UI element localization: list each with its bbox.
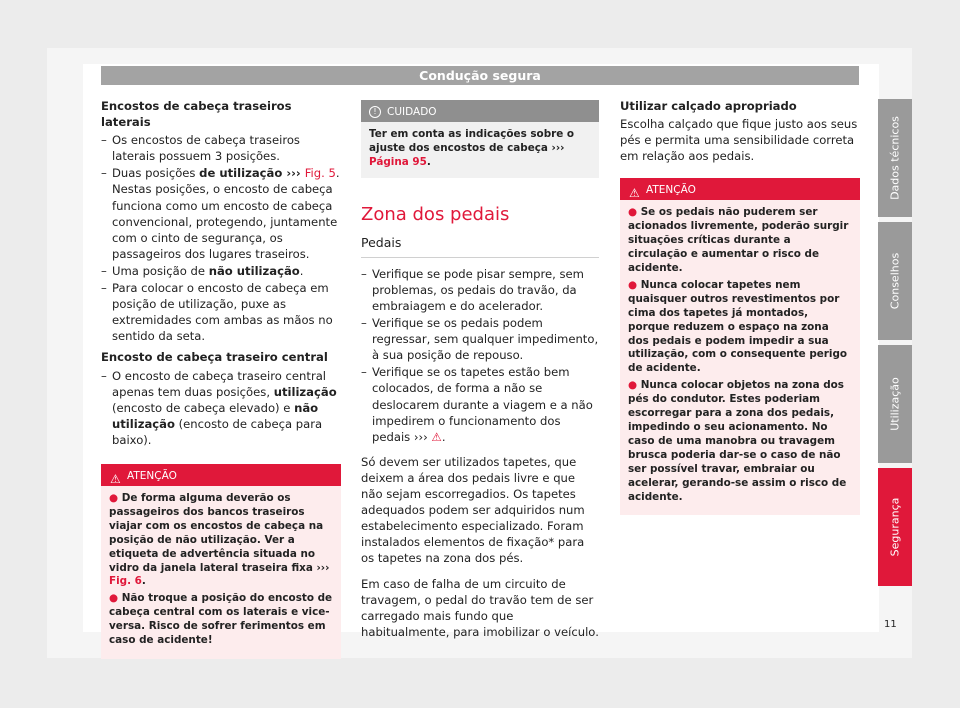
tab-conselhos[interactable]: Conselhos xyxy=(878,222,912,340)
page-header: Condução segura xyxy=(101,66,859,85)
figure-link[interactable]: Fig. 5 xyxy=(304,166,336,181)
warning-box xyxy=(620,178,860,515)
warning-item: ● Nunca colocar objetos na zona dos pés do condutor. Estes poderiam escorregar para a zona dos pedais, impedindo o seu acionamento. No caso de uma manobra ou travagem brusca poderia dar-se o caso de não ser possível travar, embraiar ou acelerar, gerando-se assim o risco de acidente. xyxy=(628,379,847,503)
bullet-icon: ● xyxy=(109,592,122,605)
section-heading: Encosto de cabeça traseiro central xyxy=(101,350,328,365)
list-item: – Uma posição de não utilização. xyxy=(101,263,341,279)
warning-item: ● Se os pedais não puderem ser acionados livremente, poderão surgir situações críticas durante a circulação e aumentar o risco de acidente. xyxy=(628,206,849,274)
warning-header: ⚠ ATENÇÃO xyxy=(101,466,341,486)
section-heading: Encostos de cabeça traseiros laterais xyxy=(101,99,292,130)
warning-item: ● Nunca colocar tapetes nem quaisquer outros revestimentos por cima dos tapetes já montados, porque reduzem o espaço na zona dos pedais e podem impedir a sua utilização, com o consequente perigo de acidente. xyxy=(628,278,848,375)
caution-body: Ter em conta as indicações sobre o ajuste dos encostos de cabeça ››› Página 95. xyxy=(369,128,575,168)
figure-link[interactable]: Fig. 6 xyxy=(109,575,142,588)
list-item: – Os encostos de cabeça traseiros laterais possuem 3 posições. xyxy=(101,132,341,164)
caution-header: ! CUIDADO xyxy=(361,102,599,122)
page-link[interactable]: Página 95 xyxy=(369,155,427,168)
warning-triangle-icon: ⚠ xyxy=(629,186,640,201)
pedal-list xyxy=(361,266,599,445)
info-circle-icon: ! xyxy=(369,106,381,118)
paragraph: Só devem ser utilizados tapetes, que deixem a área dos pedais livre e que não sejam escorregadios. Os tapetes adequados podem ser adquiridos num estabelecimento especializado. Foram instalados elementos de fixação* para os tapetes na zona dos pés. xyxy=(361,454,585,566)
section-title: Zona dos pedais xyxy=(361,203,510,225)
warning-triangle-icon: ⚠ xyxy=(110,471,121,486)
warning-body xyxy=(101,486,341,659)
column-1 xyxy=(101,98,341,659)
bullet-icon: ● xyxy=(628,379,641,392)
tab-dados-tecnicos[interactable]: Dados técnicos xyxy=(878,99,912,217)
warning-triangle-icon[interactable]: ⚠ xyxy=(431,429,442,444)
page-number: 11 xyxy=(884,619,897,630)
warning-item: ● De forma alguma deverão os passageiros dos bancos traseiros viajar com os encostos de cabeça na posição de não utilização. Ver a etiqueta de advertência situada no vidro da janela lateral traseira fixa ››› Fig. 6. xyxy=(109,491,330,588)
tab-utilizacao[interactable]: Utilização xyxy=(878,345,912,463)
caution-box xyxy=(361,100,599,178)
warning-body xyxy=(620,200,860,515)
warning-header: ⚠ ATENÇÃO xyxy=(620,180,860,200)
warning-item: ● Não troque a posição do encosto de cabeça central com os laterais e vice-versa. Risco de sofrer ferimentos em caso de acidente! xyxy=(109,592,333,647)
list-item: – Duas posições de utilização ››› Fig. 5. Nestas posições, o encosto de cabeça funciona como um encosto de cabeça convencional, protegendo, juntamente com o cinto de segurança, os passageiros dos lugares traseiros. xyxy=(101,165,341,262)
column-3 xyxy=(620,98,860,515)
warning-box xyxy=(101,464,341,659)
list-item: – Verifique se os pedais podem regressar, sem qualquer impedimento, à sua posição de repouso. xyxy=(361,315,599,363)
tab-seguranca[interactable]: Segurança xyxy=(878,468,912,586)
list-item: – Para colocar o encosto de cabeça em posição de utilização, puxe as extremidades com ambas as mãos no sentido da seta. xyxy=(101,280,341,344)
section-heading: Utilizar calçado apropriado xyxy=(620,99,797,113)
bullet-icon: ● xyxy=(109,491,122,504)
list-item: – Verifique se pode pisar sempre, sem problemas, os pedais do travão, da embraiagem e do acelerador. xyxy=(361,266,599,314)
bullet-icon: ● xyxy=(628,278,641,291)
paragraph: Em caso de falha de um circuito de travagem, o pedal do travão tem de ser carregado mais fundo que habitualmente, para imobilizar o veículo. xyxy=(361,576,599,639)
column-2 xyxy=(361,100,599,640)
paragraph: Escolha calçado que fique justo aos seus pés e permita uma sensibilidade correta em relação aos pedais. xyxy=(620,117,858,164)
section-subtitle: Pedais xyxy=(361,235,599,258)
chapter-tabs xyxy=(878,99,912,591)
bullet-icon: ● xyxy=(628,206,641,219)
list-item: – Verifique se os tapetes estão bem colocados, de forma a não se deslocarem durante a viagem e a não impedirem o funcionamento dos pedais ››› ⚠. xyxy=(361,364,599,444)
list-item: – O encosto de cabeça traseiro central apenas tem duas posições, utilização (encosto de cabeça elevado) e não utilização (encosto de cabeça para baixo). xyxy=(101,368,341,448)
